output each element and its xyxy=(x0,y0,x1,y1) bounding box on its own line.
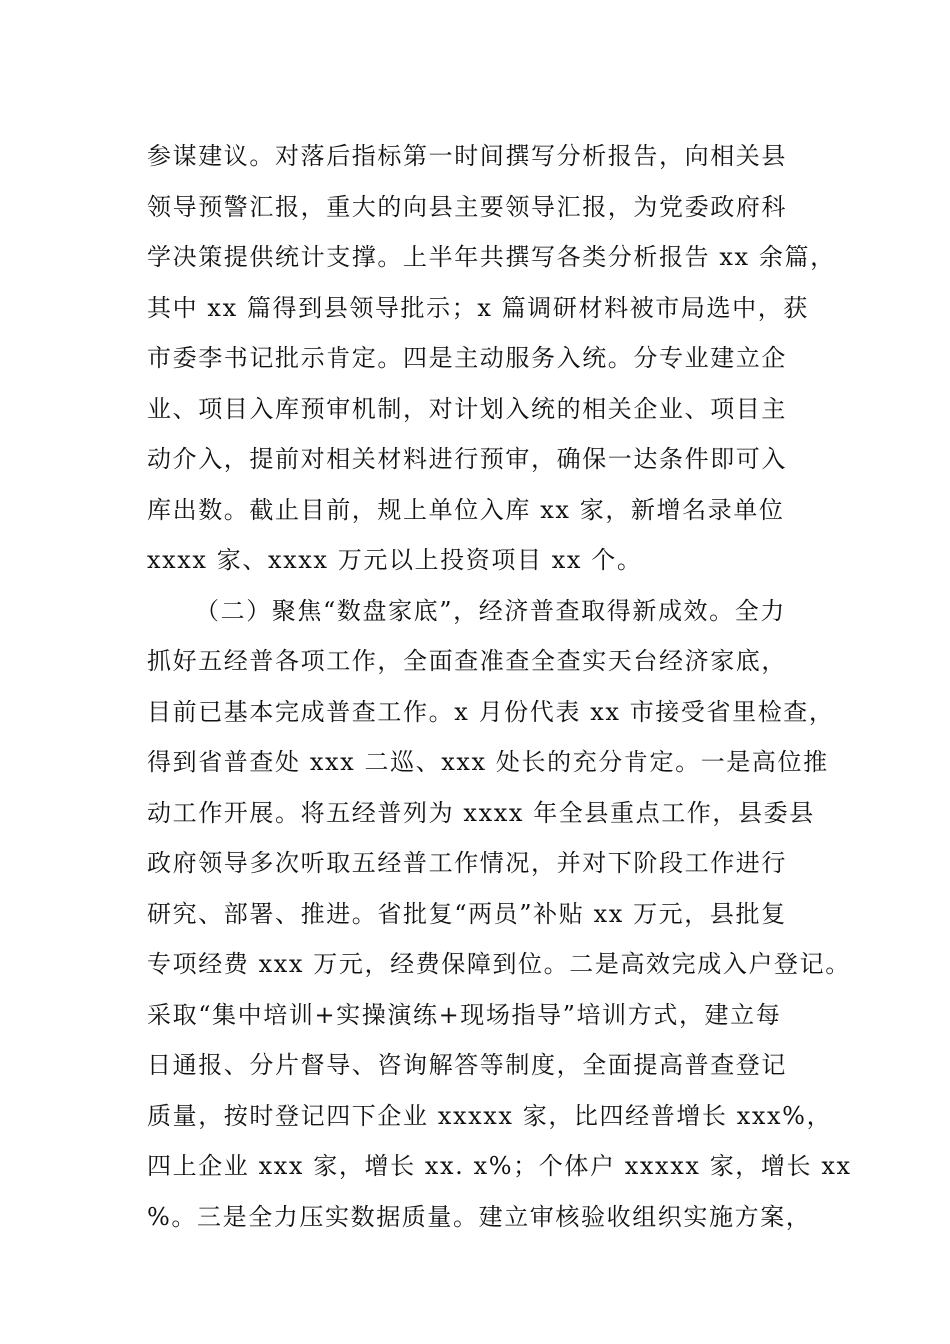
paragraph-line: 专项经费 xxx 万元，经费保障到位。二是高效完成入户登记。 xyxy=(147,950,851,978)
paragraph-line: 市委李书记批示肯定。四是主动服务入统。分专业建立企 xyxy=(147,344,787,372)
paragraph-line: 政府领导多次听取五经普工作情况，并对下阶段工作进行 xyxy=(147,849,787,877)
paragraph-line: 四上企业 xxx 家，增长 xx. x%；个体户 xxxxx 家，增长 xx xyxy=(147,1152,852,1180)
paragraph-line: 得到省普查处 xxx 二巡、xxx 处长的充分肯定。一是高位推 xyxy=(147,748,829,776)
paragraph-line: 抓好五经普各项工作，全面查准查全查实天台经济家底， xyxy=(147,647,787,675)
paragraph-line: 目前已基本完成普查工作。x 月份代表 xx 市接受省里检查， xyxy=(147,697,835,726)
paragraph-line: 业、项目入库预审机制，对计划入统的相关企业、项目主 xyxy=(147,394,787,423)
paragraph-line: 领导预警汇报，重大的向县主要领导汇报，为党委政府科 xyxy=(147,192,787,221)
section-heading-line: （二）聚焦“数盘家底”，经济普查取得新成效。全力 xyxy=(195,596,786,625)
paragraph-line: xxxx 家、xxxx 万元以上投资项目 xx 个。 xyxy=(147,546,643,574)
paragraph-line: 研究、部署、推进。省批复“两员”补贴 xx 万元，县批复 xyxy=(147,899,787,928)
paragraph-line: 学决策提供统计支撑。上半年共撰写各类分析报告 xx 余篇， xyxy=(147,243,836,271)
paragraph-line: 参谋建议。对落后指标第一时间撰写分析报告，向相关县 xyxy=(147,142,787,170)
paragraph-line: %。三是全力压实数据质量。建立审核验收组织实施方案， xyxy=(147,1202,812,1231)
paragraph-line: 采取“集中培训+实操演练+现场指导”培训方式，建立每 xyxy=(147,1000,782,1029)
paragraph-line: 库出数。截止目前，规上单位入库 xx 家，新增名录单位 xyxy=(147,495,785,524)
paragraph-line: 动工作开展。将五经普列为 xxxx 年全县重点工作，县委县 xyxy=(147,798,815,827)
paragraph-line: 动介入，提前对相关材料进行预审，确保一达条件即可入 xyxy=(147,445,787,473)
paragraph-line: 质量，按时登记四下企业 xxxxx 家，比四经普增长 xxx%， xyxy=(147,1101,833,1130)
paragraph-line: 日通报、分片督导、咨询解答等制度，全面提高普查登记 xyxy=(147,1051,787,1079)
paragraph-line: 其中 xx 篇得到县领导批示；x 篇调研材料被市局选中，获 xyxy=(147,293,809,322)
document-body xyxy=(147,131,852,1242)
